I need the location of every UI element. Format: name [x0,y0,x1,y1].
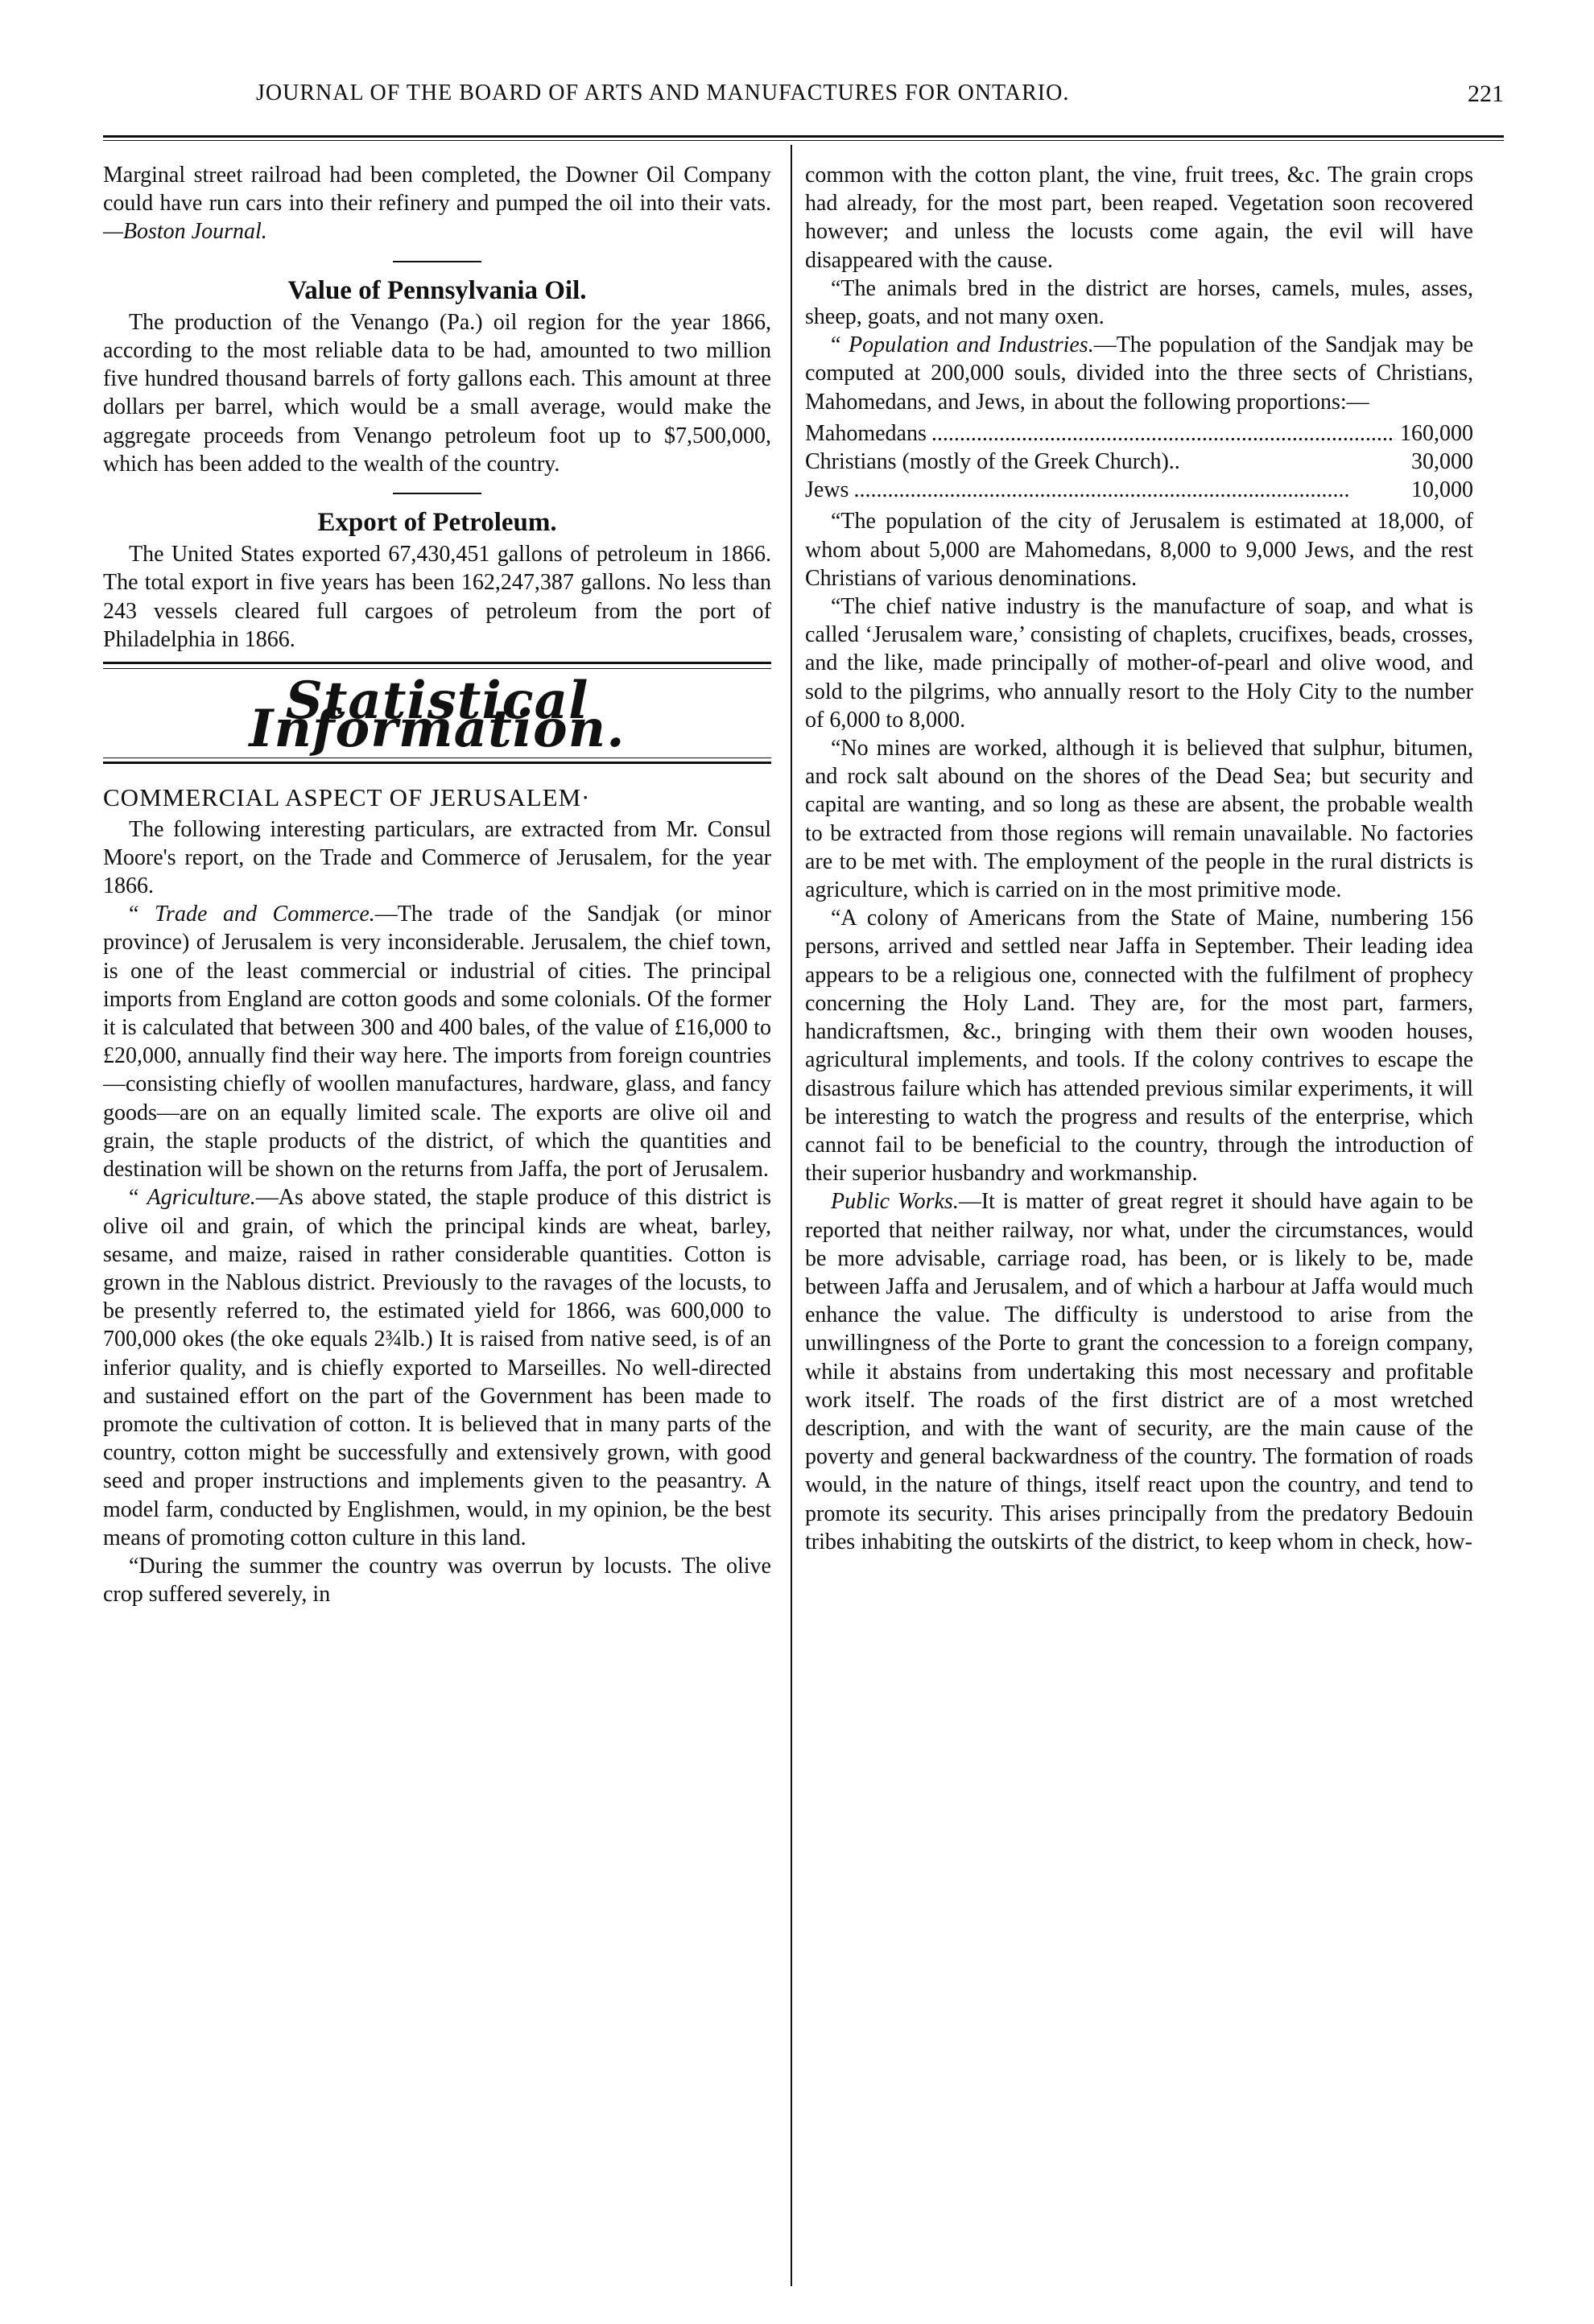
page-number: 221 [1468,80,1504,107]
double-rule [103,662,771,669]
table-value: 30,000 [1411,449,1473,475]
table-row [805,448,1473,476]
population-table [805,419,1473,505]
paragraph-colony: “A colony of Americans from the State of Maine, numbering 156 persons, arrived and settled near Jaffa in September. Their leading idea appears to be a religious one, connected with the fulfilment of prophecy concerning the Holy Land. They are, for the most part, farmers, handicraftsmen, &c., bringing with them their own wooden houses, agricultural implements, and tools. If the colony contrives to escape the disastrous failure which has attended previous similar experiments, it will be interesting to watch the progress and results of the enterprise, which cannot fail to be beneficial to the country, through the introduction of their superior husbandry and workmanship. [805,906,1473,1187]
dot-leader [931,419,1395,448]
table-label: Christians (mostly of the Greek Church).. [805,449,1180,475]
paragraph-value: The production of the Venango (Pa.) oil region for the year 1866, according to the most reliable data to be had, amounted to two million five hundred thousand barrels of forty gallons each. This amount at three dollars per barrel, which would be a small average, would make the aggregate proceeds from Venango petroleum foot up to $7,500,000, which has been added to the wealth of the country. [103,309,771,477]
dot-leader [853,476,1406,504]
short-rule [393,493,481,494]
short-rule [393,261,481,262]
journal-title: JOURNAL OF THE BOARD OF ARTS AND MANUFACTURES FOR ONTARIO. [256,80,1070,105]
paragraph-following: The following interesting particulars, are extracted from Mr. Consul Moore's report, on the Trade and Commerce of Jerusalem, for the year 1866. [103,816,771,899]
table-row [805,476,1473,504]
paragraph-export: The United States exported 67,430,451 gallons of petroleum in 1866. The total export in five years has been 162,247,387 gallons. No less than 243 vessels cleared full cargoes of petroleum from the port of Philadelphia in 1866. [103,542,771,652]
table-value: 160,000 [1400,420,1473,446]
paragraph-public-works-text: —It is matter of great regret it should have again to be reported that neither railway, nor what, under the circumstances, would be more advisable, carriage road, has been, or is likely to be, made between Jaffa and Jerusalem, and of which a harbour at Jaffa would much enhance the value. The difficulty is understood to arise from the unwillingness of the Porte to grant the concession to a foreign company, while it abstains from undertaking this most necessary and profitable work itself. The roads of the first district are of a most wretched description, and with the want of security, are the main cause of the poverty and general backwardness of the country. The formation of roads would, in the nature of things, itself react upon the country, and tend to promote its security. This arises principally from the predatory Bedouin tribes inhabiting the outskirts of the district, to keep whom in check, how- [805,1189,1473,1554]
section-title: Statistical Information. [249,671,626,760]
left-column [103,161,771,1608]
header-rule [103,135,1504,138]
paragraph-intro [103,161,771,246]
paragraph-mines: “No mines are worked, although it is believed that sulphur, bitumen, and rock salt abound on the shores of the Dead Sea; but security and capital are wanting, and so long as these are absent, the probable wealth to be extracted from those regions will remain unavailable. No factories are to be met with. The employment of the people in the rural districts is agriculture, which is carried on in the most primitive mode. [805,736,1473,903]
population-label: Population and Industries. [849,332,1094,358]
public-works-label: Public Works. [831,1189,959,1215]
paragraph-summer: “During the summer the country was overrun by locusts. The olive crop suffered severely, in [103,1553,771,1608]
heading-export: Export of Petroleum. [317,508,557,538]
page-header [103,80,1504,121]
table-value: 10,000 [1411,477,1473,503]
column-divider [791,145,792,2286]
paragraph-city: “The population of the city of Jerusalem is estimated at 18,000, of whom about 5,000 are Mahomedans, 8,000 to 9,000 Jews, and the rest Christians of various denominations. [805,509,1473,591]
agriculture-label: Agriculture. [147,1185,256,1211]
table-row [805,419,1473,448]
table-label: Jews [805,477,849,503]
paragraph-industry: “The chief native industry is the manufacture of soap, and what is called ‘Jerusalem ware,’ consisting of chaplets, crucifixes, beads, crosses, and the like, made principally of mother-of-pearl and olive wood, and sold to the pilgrims, who annually resort to the Holy City to the number of 6,000 to 8,000. [805,594,1473,733]
paragraph-population-text: —The population of the Sandjak may be computed at 200,000 souls, divided into the three sects of Christians, Mahomedans, and Jews, in about the following proportions:— [805,332,1473,415]
article-heading: COMMERCIAL ASPECT OF JERUSALEM· [103,783,591,812]
paragraph-common: common with the cotton plant, the vine, fruit trees, &c. The grain crops had already, for the most part, been reaped. Vegetation soon recovered however; and unless the locusts come again, the evil will have disappeared with the cause. [805,163,1473,273]
paragraph-agriculture: “ Agriculture.—As above stated, the staple produce of this district is olive oil and grain, of which the principal kinds are wheat, barley, sesame, and maize, raised in rather considerable quantities. Cotton is grown in the Nablous district. Previously to the ravages of the locusts, to be presently referred to, the estimated yield for 1866, was 600,000 to 700,000 okes (the oke equals 2¾lb.) It is raised from native seed, is of an inferior quality, and is chiefly exported to Marseilles. No well-directed and sustained effort on the part of the Government has been made to promote the cultivation of cotton. It is believed that in many parts of the country, cotton might be successfully and extensively grown, with good seed and proper instructions and implements given to the peasantry. A model farm, conducted by Englishmen, would, in my opinion, be the best means of promoting cotton culture in this land. [103,1185,772,1550]
paragraph-agriculture-text: —As above stated, the staple produce of this district is olive oil and grain, of which the principal kinds are wheat, barley, sesame, and maize, raised in rather considerable quantities. Cotton is grown in the Nablous district. Previously to the ravages of the locusts, to be presently referred to, the estimated yield for 1866, was 600,000 to 700,000 okes (the oke equals 2¾lb.) It is raised from native seed, is of an inferior quality, and is chiefly exported to Marseilles. No well-directed and sustained effort on the part of the Government has been made to promote the cultivation of cotton. It is believed that in many parts of the country, cotton might be successfully and extensively grown, with good seed and proper instructions and implements given to the peasantry. A model farm, conducted by Englishmen, would, in my opinion, be the best means of promoting cotton culture in this land. [103,1185,772,1550]
table-label: Mahomedans [805,420,927,446]
source-credit: —Boston Journal. [103,219,267,245]
paragraph-intro-text: Marginal street railroad had been completed, the Downer Oil Company could have run cars into their refinery and pumped the oil into their vats. [103,163,771,217]
trade-label: Trade and Commerce. [155,902,375,927]
paragraph-trade: “ Trade and Commerce.—The trade of the Sandjak (or minor province) of Jerusalem is very inconsiderable. Jerusalem, the chief town, is one of the least commercial or industrial of cities. The principal imports from England are cotton goods and some colonials. Of the former it is calculated that between 300 and 400 bales, of the value of £16,000 to £20,000, annually find their way here. The imports from foreign countries—consisting chiefly of woollen manufactures, hardware, glass, and fancy goods—are on an equally limited scale. The exports are olive oil and grain, the staple products of the district, of which the quantities and destination will be shown on the returns from Jaffa, the port of Jerusalem. [103,902,771,1183]
right-column [805,161,1473,1556]
heading-value-of-oil: Value of Pennsylvania Oil. [287,275,587,305]
paragraph-public-works [805,1187,1473,1556]
paragraph-population: “ Population and Industries.—The population of the Sandjak may be computed at 200,000 souls, divided into the three sects of Christians, Mahomedans, and Jews, in about the following proportions:— [805,332,1473,415]
header-rule-thin [103,140,1504,141]
paragraph-trade-text: —The trade of the Sandjak (or minor province) of Jerusalem is very inconsiderable. Jerusalem, the chief town, is one of the least commercial or industrial of cities. The principal imports from England are cotton goods and some colonials. Of the former it is calculated that between 300 and 400 bales, of the value of £16,000 to £20,000, annually find their way here. The imports from foreign countries—consisting chiefly of woollen manufactures, hardware, glass, and fancy goods—are on an equally limited scale. The exports are olive oil and grain, the staple products of the district, of which the quantities and destination will be shown on the returns from Jaffa, the port of Jerusalem. [103,902,771,1183]
paragraph-animals: “The animals bred in the district are horses, camels, mules, asses, sheep, goats, and not many oxen. [805,275,1473,330]
